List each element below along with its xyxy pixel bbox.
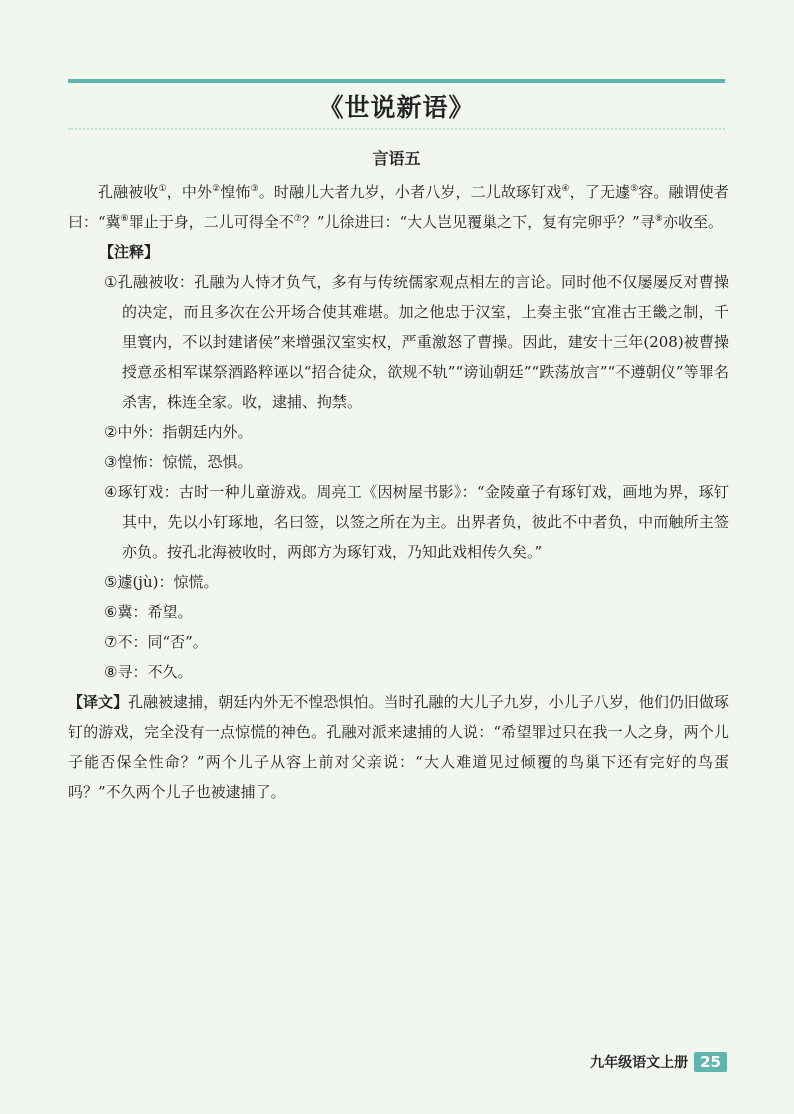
page-content [68,177,729,807]
title-divider [68,128,725,130]
note-item: ④琢钉戏：古时一种儿童游戏。周亮工《因树屋书影》：“金陵童子有琢钉戏，画地为界，琢钉其中，先以小钉琢地，名曰签，以签之所在为主。出界者负，彼此不中者负，中而触所主签亦负。按孔北海被收时，两郎方为琢钉戏，乃知此戏相传久矣。” [104,483,729,561]
header-rule [68,79,725,83]
note-item: ⑤遽(jù)：惊慌。 [104,573,219,591]
note-ref: ⑧ [654,214,663,224]
translation: 【译文】孔融被逮捕，朝廷内外无不惶恐惧怕。当时孔融的大儿子九岁，小儿子八岁，他们仍旧做琢钉的游戏，完全没有一点惊慌的神色。孔融对派来逮捕的人说：“希望罪过只在我一人之身，两个儿子能否保全性命？”两个儿子从容上前对父亲说：“大人难道见过倾覆的鸟巢下还有完好的鸟蛋吗？”不久两个儿子也被逮捕了。 [68,693,729,801]
note-ref: ② [212,184,221,194]
note-item: ⑧寻：不久。 [104,663,193,681]
book-label: 九年级语文上册 [590,1055,689,1071]
note-item: ⑦不：同“否”。 [104,633,208,651]
classical-text: 孔融被收①，中外②惶怖③。时融儿大者九岁，小者八岁，二儿故琢钉戏④，了无遽⑤容。融谓使者曰：“冀⑥罪止于身，二儿可得全不⑦？”儿徐进曰：“大人岂见覆巢之下，复有完卵乎？”寻⑧亦收至。 [68,183,729,231]
note-item: ⑥冀：希望。 [104,603,193,621]
section-title: 言语五 [372,149,421,168]
note-ref: ⑥ [120,214,129,224]
note-item: ①孔融被收：孔融为人恃才负气，多有与传统儒家观点相左的言论。同时他不仅屡屡反对曹操的决定，而且多次在公开场合使其难堪。加之他忠于汉室，上奏主张“宜准古王畿之制，千里寰内，不以封建诸侯”来增强汉室实权，严重激怒了曹操。因此，建安十三年(208)被曹操授意丞相军谋祭酒路粹诬以“招合徒众，欲规不轨”“谤讪朝廷”“跌荡放言”“不遵朝仪”等罪名杀害，株连全家。收，逮捕、拘禁。 [104,273,729,411]
book-title: 《世说新语》 [318,93,475,122]
note-ref: ⑤ [630,184,639,194]
notes-heading: 【注释】 [99,243,160,261]
note-ref: ④ [561,184,570,194]
note-item: ③惶怖：惊慌，恐惧。 [104,453,253,471]
note-ref: ③ [250,184,259,194]
page-footer [590,1052,727,1072]
note-ref: ⑦ [293,214,302,224]
page-number: 25 [694,1052,727,1072]
note-ref: ① [158,184,167,194]
note-item: ②中外：指朝廷内外。 [104,423,253,441]
